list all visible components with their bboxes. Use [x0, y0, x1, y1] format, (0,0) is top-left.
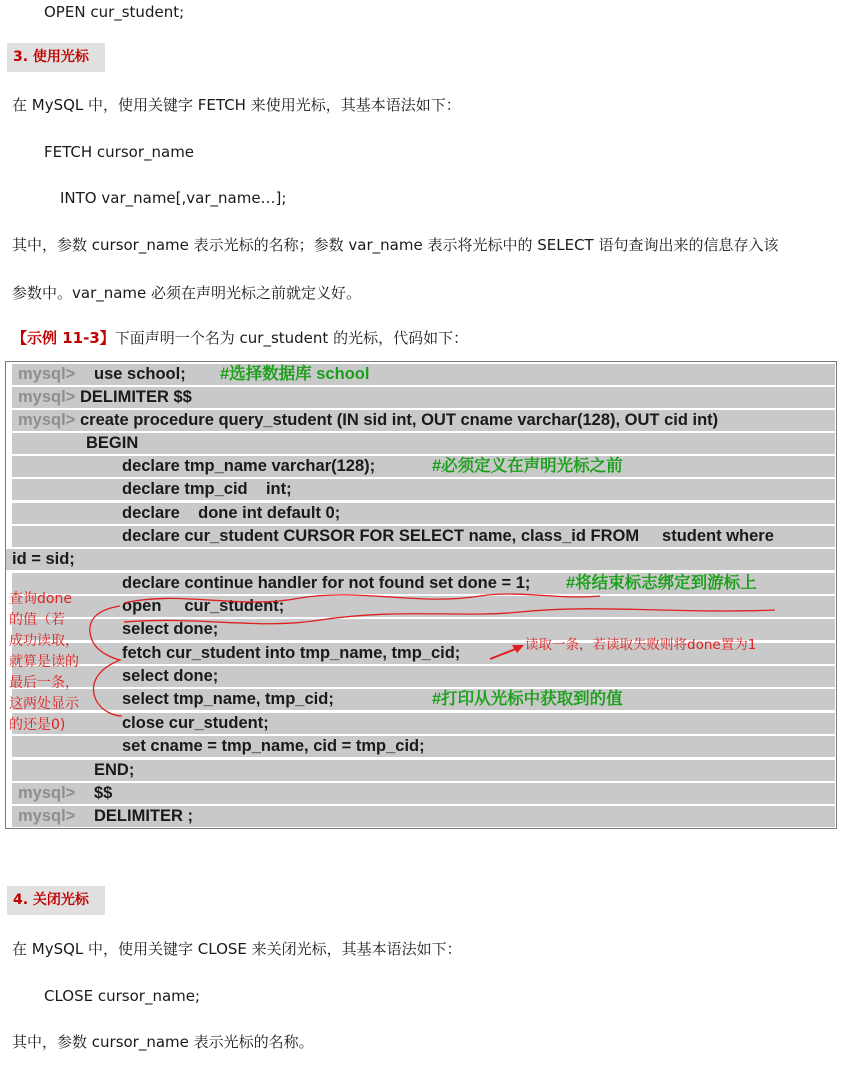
section-heading-4: 4. 关闭光标 [7, 886, 105, 915]
fetch-syntax-line2: INTO var_name[,var_name…]; [60, 189, 287, 207]
mysql-prompt: mysql> [18, 807, 76, 825]
code-text: id = sid; [12, 550, 75, 568]
code-comment: #将结束标志绑定到游标上 [566, 574, 757, 592]
annotation-line: 最后一条， [9, 675, 79, 691]
code-text: declare cur_student CURSOR FOR SELECT name, class_id FROM student where [122, 527, 774, 545]
code-text: declare tmp_cid int; [122, 480, 292, 498]
bracket-stroke [90, 606, 122, 716]
mysql-prompt: mysql> [18, 365, 76, 383]
fetch-syntax-line1: FETCH cursor_name [44, 143, 195, 161]
example-tag: 【示例 11-3】 [12, 329, 115, 347]
code-text: $$ [94, 784, 113, 802]
code-text: select tmp_name, tmp_cid; [122, 690, 334, 708]
fetch-explain-line1: 其中，参数 cursor_name 表示光标的名称；参数 var_name 表示将光标中的 SELECT 语句查询出来的信息存入该 [12, 236, 779, 254]
close-syntax: CLOSE cursor_name; [44, 987, 201, 1005]
mysql-prompt: mysql> [18, 784, 76, 802]
code-text: close cur_student; [122, 714, 269, 732]
annotation-line: 成功读取， [9, 633, 79, 649]
code-text: DELIMITER ; [94, 807, 193, 825]
code-text: select done; [122, 667, 219, 685]
code-text: create procedure query_student (IN sid int, OUT cname varchar(128), OUT cid int) [80, 411, 719, 429]
arrow-line [490, 648, 518, 659]
annotation-line: 这两处显示 [9, 696, 79, 712]
code-text: declare continue handler for not found set done = 1; [122, 574, 531, 592]
code-text: select done; [122, 620, 219, 638]
code-text: declare tmp_name varchar(128); [122, 457, 376, 475]
annotation-line: 的值（若 [9, 612, 65, 628]
fetch-explain-line2: 参数中。var_name 必须在声明光标之前就定义好。 [12, 284, 362, 302]
code-text: DELIMITER $$ [80, 388, 192, 406]
wavy-underline [124, 609, 775, 624]
mysql-prompt: mysql> [18, 388, 76, 406]
open-statement: OPEN cur_student; [44, 3, 185, 21]
code-text: END; [94, 761, 135, 779]
code-text: declare done int default 0; [122, 504, 341, 522]
code-text: open cur_student; [122, 597, 285, 615]
code-text: BEGIN [86, 434, 139, 452]
fetch-intro: 在 MySQL 中，使用关键字 FETCH 来使用光标，其基本语法如下： [12, 96, 461, 114]
annotation-line: 的还是0) [9, 717, 66, 733]
code-comment: #打印从光标中获取到的值 [432, 690, 623, 708]
code-comment: #必须定义在声明光标之前 [432, 457, 623, 475]
section-heading-3: 3. 使用光标 [7, 43, 105, 72]
code-comment: #选择数据库 school [220, 365, 370, 383]
code-text: set cname = tmp_name, cid = tmp_cid; [122, 737, 425, 755]
example-text: 下面声明一个名为 cur_student 的光标，代码如下： [114, 329, 469, 347]
annotation-line: 就算是读的 [9, 654, 79, 670]
right-annotation: 读取一条，若读取失败则将done置为1 [525, 637, 757, 653]
mysql-prompt: mysql> [18, 411, 76, 429]
code-text: fetch cur_student into tmp_name, tmp_cid; [122, 644, 461, 662]
code-text: use school; [94, 365, 186, 383]
close-explain: 其中，参数 cursor_name 表示光标的名称。 [12, 1033, 314, 1051]
annotation-line: 查询done [9, 591, 72, 607]
close-intro: 在 MySQL 中，使用关键字 CLOSE 来关闭光标，其基本语法如下： [12, 940, 462, 958]
wavy-underline [124, 594, 600, 603]
